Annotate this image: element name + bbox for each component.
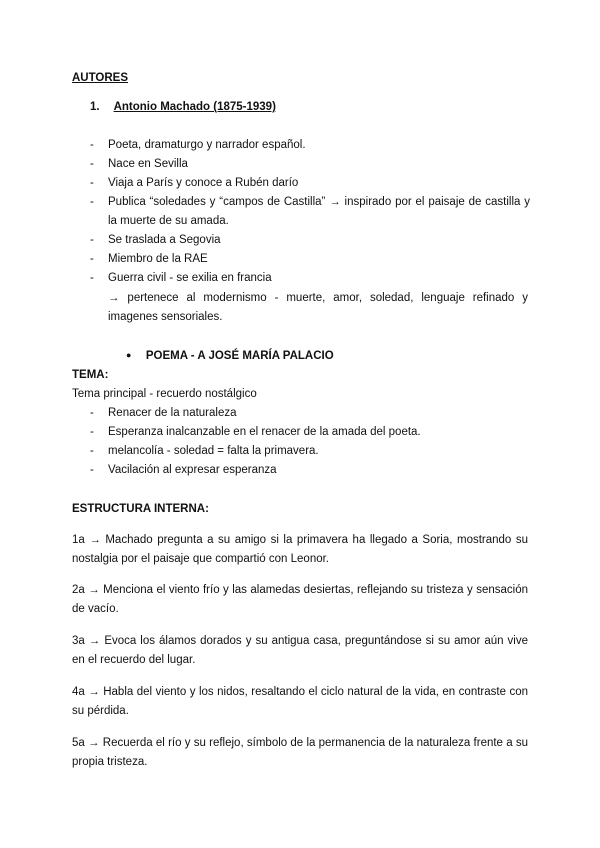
list-item: - Poeta, dramaturgo y narrador español.	[90, 139, 306, 151]
modernism-note: → pertenece al modernismo - muerte, amor, soledad, lenguaje refinado y imagenes sensoriales.	[108, 292, 528, 323]
estructura-paragraph: 3a → Evoca los álamos dorados y su antigua casa, preguntándose si su amor aún vive en el recuerdo del lugar.	[72, 635, 528, 666]
estructura-paragraph: 5a → Recuerda el río y su reflejo, símbolo de la permanencia de la naturaleza frente a su propia tristeza.	[72, 737, 528, 768]
author-name: Antonio Machado (1875-1939)	[113, 101, 276, 113]
tema-heading: TEMA:	[72, 369, 109, 381]
list-item: - Publica “soledades y “campos de Castilla” → inspirado por el paisaje de castilla y la muerte de su amada.	[90, 196, 530, 227]
estructura-paragraph: 2a → Menciona el viento frío y las alamedas desiertas, reflejando su tristeza y sensación de vacío.	[72, 584, 528, 615]
list-item: - Nace en Sevilla	[90, 158, 188, 170]
list-item: - Viaja a París y conoce a Rubén darío	[90, 177, 299, 189]
list-item: - Renacer de la naturaleza	[90, 407, 237, 419]
author-number: 1.	[90, 101, 100, 113]
author-facts-list	[90, 136, 530, 288]
estructura-heading: ESTRUCTURA INTERNA:	[72, 503, 209, 515]
tema-list	[90, 404, 510, 480]
list-item: - Miembro de la RAE	[90, 253, 208, 265]
list-item: - Esperanza inalcanzable en el renacer de la amada del poeta.	[90, 426, 421, 438]
list-item: - Guerra civil - se exilia en francia	[90, 272, 272, 284]
list-item: - Vacilación al expresar esperanza	[90, 464, 277, 476]
list-item: - melancolía - soledad = falta la primavera.	[90, 445, 319, 457]
list-item: - Se traslada a Segovia	[90, 234, 221, 246]
estructura-paragraph: 4a → Habla del viento y los nidos, resaltando el ciclo natural de la vida, en contraste con su pérdida.	[72, 686, 528, 717]
bullet-icon: ●	[126, 350, 132, 360]
autores-heading: AUTORES	[72, 72, 129, 84]
poem-title: POEMA - A JOSÉ MARÍA PALACIO	[145, 350, 334, 362]
tema-principal: Tema principal - recuerdo nostálgico	[72, 388, 257, 400]
author-heading	[90, 98, 276, 117]
estructura-paragraph: 1a → Machado pregunta a su amigo si la primavera ha llegado a Soria, mostrando su nostalgia por el paisaje que compartió con Leonor.	[72, 534, 528, 565]
poem-heading	[126, 346, 334, 366]
